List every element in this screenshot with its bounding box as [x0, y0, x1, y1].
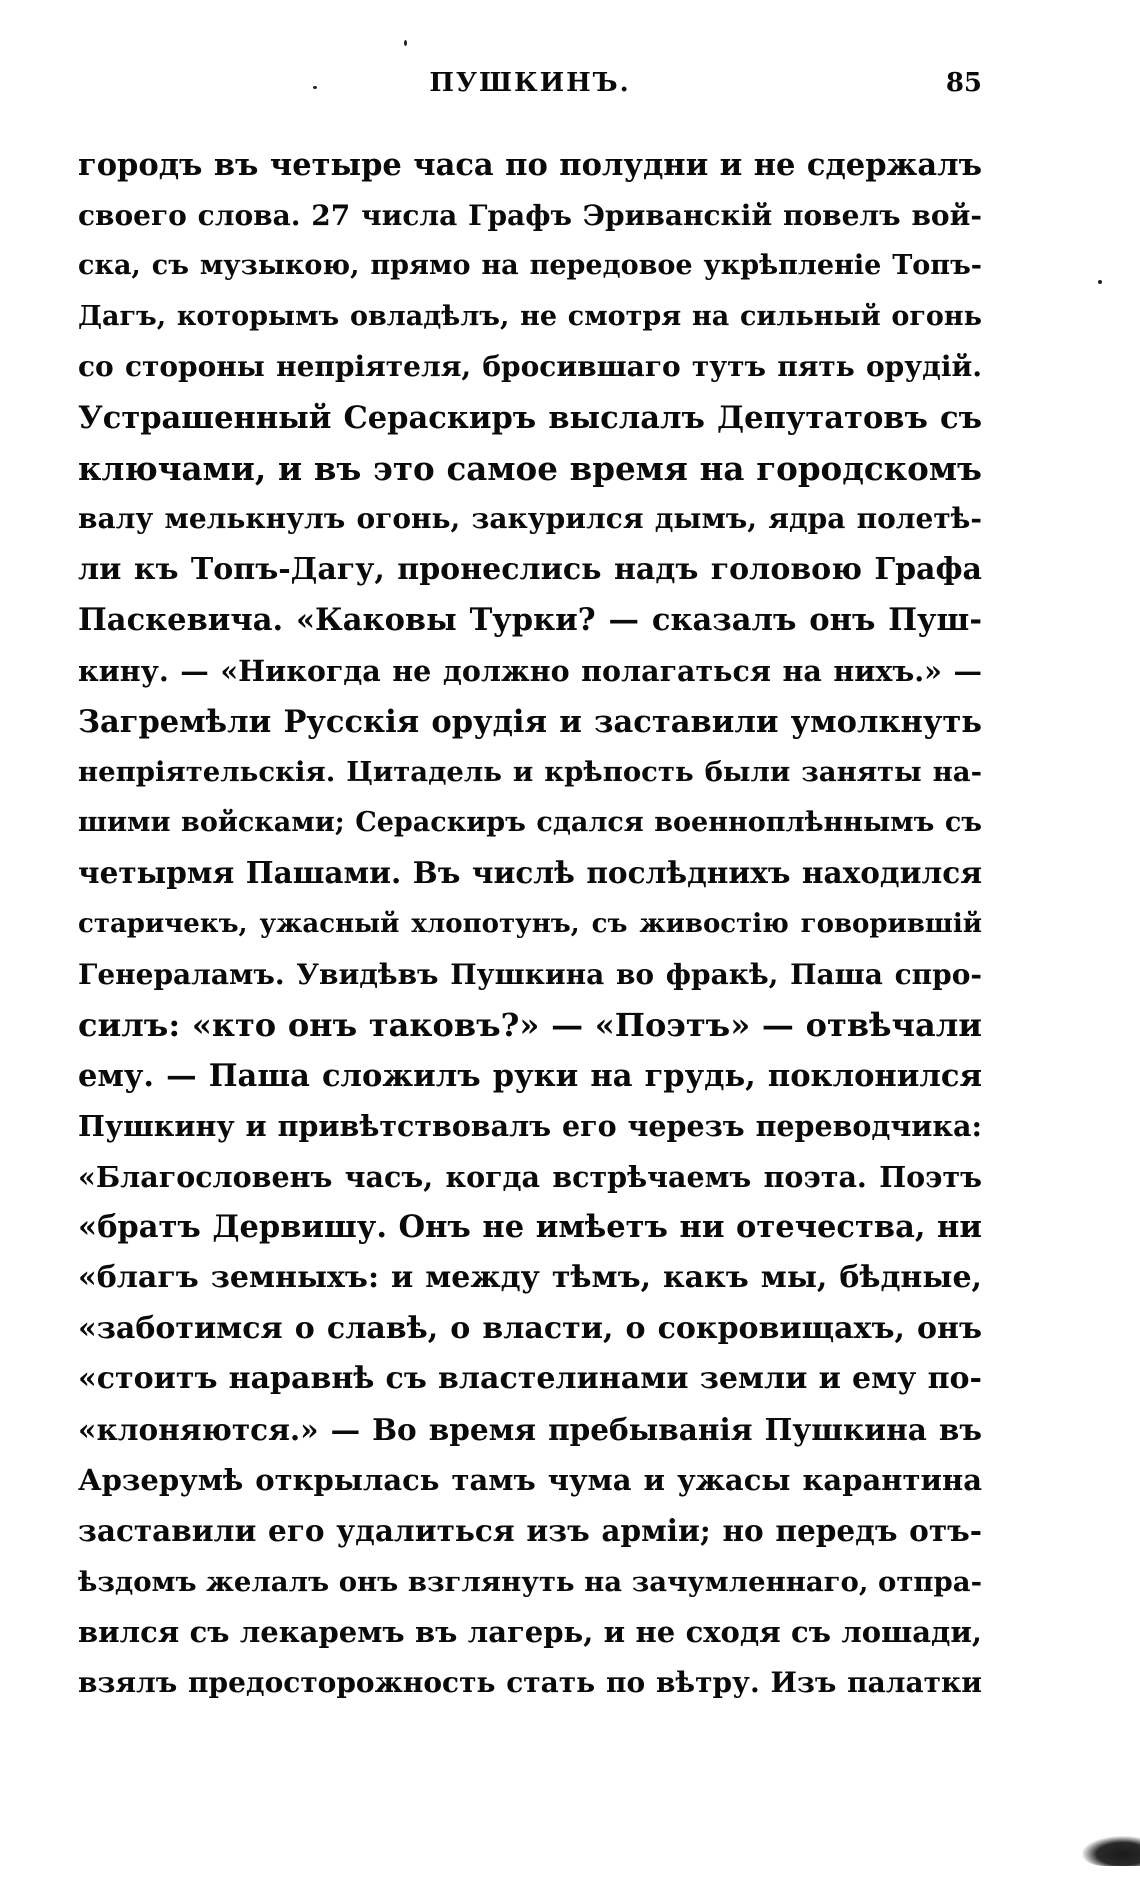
- print-speck: [404, 40, 407, 46]
- text-line: четырмя Пашами. Въ числѣ послѣднихъ находился: [78, 855, 982, 891]
- text-line: ключами, и въ это самое время на городскомъ: [78, 448, 982, 488]
- text-line: «благъ земныхъ: и между тѣмъ, какъ мы, бѣдные,: [78, 1260, 982, 1296]
- text-line: непріятельскія. Цитадель и крѣпость были заняты на-: [78, 756, 982, 789]
- body-text: [78, 140, 982, 1708]
- text-line: «клоняются.» — Во время пребыванія Пушкина въ: [78, 1411, 982, 1447]
- text-line: заставили его удалиться изъ арміи; но передъ отъ-: [78, 1513, 982, 1549]
- text-line: Генераламъ. Увидѣвъ Пушкина во фракѣ, Паша спро-: [78, 957, 982, 991]
- text-line: ему. — Паша сложилъ руки на грудь, поклонился: [78, 1057, 982, 1094]
- running-header: [78, 68, 982, 108]
- text-line: шими войсками; Сераскиръ сдался военноплѣннымъ съ: [78, 806, 982, 838]
- text-line: Загремѣли Русскія орудія и заставили умолкнуть: [78, 703, 982, 740]
- text-line: кину. — «Никогда не должно полагаться на нихъ.» —: [78, 653, 982, 688]
- print-speck: [313, 86, 317, 89]
- text-line: Паскевича. «Каковы Турки? — сказалъ онъ Пуш-: [78, 602, 982, 639]
- text-line: Дагъ, которымъ овладѣлъ, не смотря на сильный огонь: [78, 300, 982, 332]
- text-line: ѣздомъ желалъ онъ взглянуть на зачумленнаго, отпра-: [78, 1565, 982, 1598]
- running-title: ПУШКИНЪ.: [429, 68, 631, 98]
- text-line: своего слова. 27 числа Графъ Эриванскій повелъ вой-: [78, 198, 982, 232]
- text-line: «заботимся о славѣ, о власти, о сокровищахъ, онъ: [78, 1310, 982, 1346]
- text-line: Устрашенный Сераскиръ выслалъ Депутатовъ съ: [78, 399, 982, 436]
- text-line: силъ: «кто онъ таковъ?» — «Поэтъ» — отвѣчали: [78, 1006, 982, 1045]
- text-line: старичекъ, ужасный хлопотунъ, съ живостію говорившій: [78, 908, 982, 939]
- print-speck: [1098, 280, 1102, 284]
- text-line: «стоитъ наравнѣ съ властелинами земли и ему по-: [78, 1361, 982, 1397]
- text-line: взялъ предосторожность стать по вѣтру. Изъ палатки: [78, 1665, 982, 1699]
- text-line: Пушкину и привѣтствовалъ его черезъ переводчика:: [78, 1109, 982, 1144]
- page-number: 85: [945, 68, 982, 98]
- page-edge-smudge: [1082, 1836, 1140, 1866]
- text-line: со стороны непріятеля, бросившаго тутъ пять орудій.: [78, 350, 982, 384]
- text-line: ли къ Топъ-Дагу, пронеслись надъ головою Графа: [78, 551, 982, 587]
- text-line: валу мелькнулъ огонь, закурился дымъ, ядра полетѣ-: [78, 502, 982, 536]
- text-line: Арзерумѣ открылась тамъ чума и ужасы карантина: [78, 1463, 982, 1498]
- text-line: «братъ Дервишу. Онъ не имѣетъ ни отечества, ни: [78, 1209, 982, 1246]
- text-line: ска, съ музыкою, прямо на передовое укрѣпленіе Топъ-: [78, 250, 982, 282]
- text-line: вился съ лекаремъ въ лагерь, и не сходя съ лошади,: [78, 1615, 982, 1650]
- text-line: «Благословенъ часъ, когда встрѣчаемъ поэта. Поэтъ: [78, 1159, 982, 1194]
- text-line: городъ въ четыре часа по полудни и не сдержалъ: [78, 147, 982, 183]
